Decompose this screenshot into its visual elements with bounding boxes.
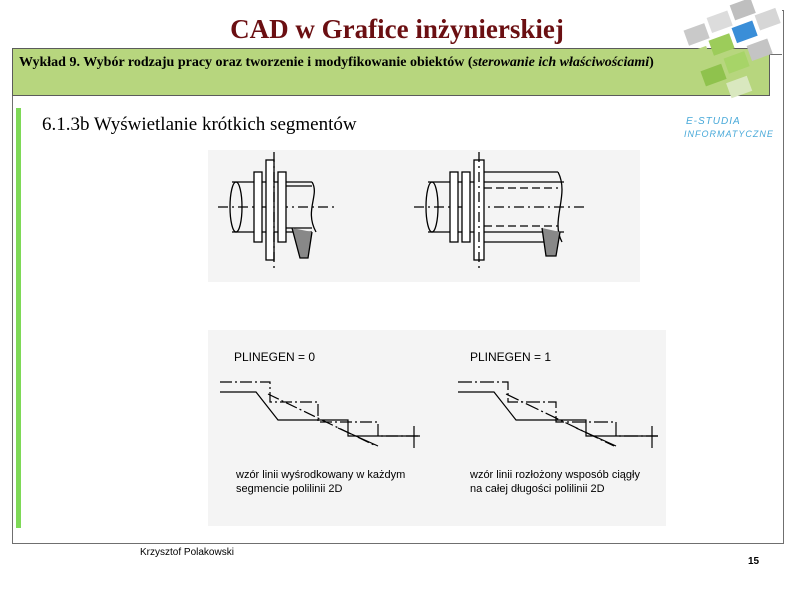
plinegen-0-caption-line-1: wzór linii wyśrodkowany w każdym <box>236 469 406 481</box>
lecture-emphasis: sterowanie ich właściwościami <box>472 55 650 70</box>
plinegen-1-caption-line-1: wzór linii rozłożony wsposób ciągły <box>470 469 640 481</box>
section-heading: 6.1.3b Wyświetlanie krótkich segmentów <box>42 114 357 135</box>
plinegen-figure <box>208 330 666 526</box>
plinegen-1-label: PLINEGEN = 1 <box>470 350 552 364</box>
slide-title: CAD w Grafice inżynierskiej <box>230 14 564 44</box>
footer-author: Krzysztof Polakowski <box>140 547 234 558</box>
plinegen-1-caption-line-2: na całej długości polilinii 2D <box>470 483 605 495</box>
brand-line-1: E-STUDIA <box>686 116 741 127</box>
brand-line-2: INFORMATYCZNE <box>684 129 774 139</box>
plinegen-0-label: PLINEGEN = 0 <box>234 350 316 364</box>
plinegen-0-caption <box>236 468 405 496</box>
lecture-prefix: Wykład 9. Wybór rodzaju pracy oraz tworzenie i modyfikowanie obiektów ( <box>19 55 473 70</box>
lecture-title <box>19 55 659 71</box>
left-shaft-drawing <box>218 152 334 268</box>
stair-plinegen-1 <box>458 382 658 448</box>
left-accent-stripe <box>16 108 21 528</box>
stair-plinegen-0 <box>220 382 420 448</box>
shaft-flange-drawing <box>208 150 640 282</box>
lecture-banner <box>12 48 770 96</box>
lecture-suffix: ) <box>649 55 654 70</box>
plinegen-1-caption <box>470 468 640 496</box>
plinegen-0-caption-line-2: segmencie polilinii 2D <box>236 483 343 495</box>
page-number: 15 <box>748 556 760 567</box>
shaft-flange-figure <box>208 150 640 282</box>
right-shaft-drawing <box>414 152 588 268</box>
